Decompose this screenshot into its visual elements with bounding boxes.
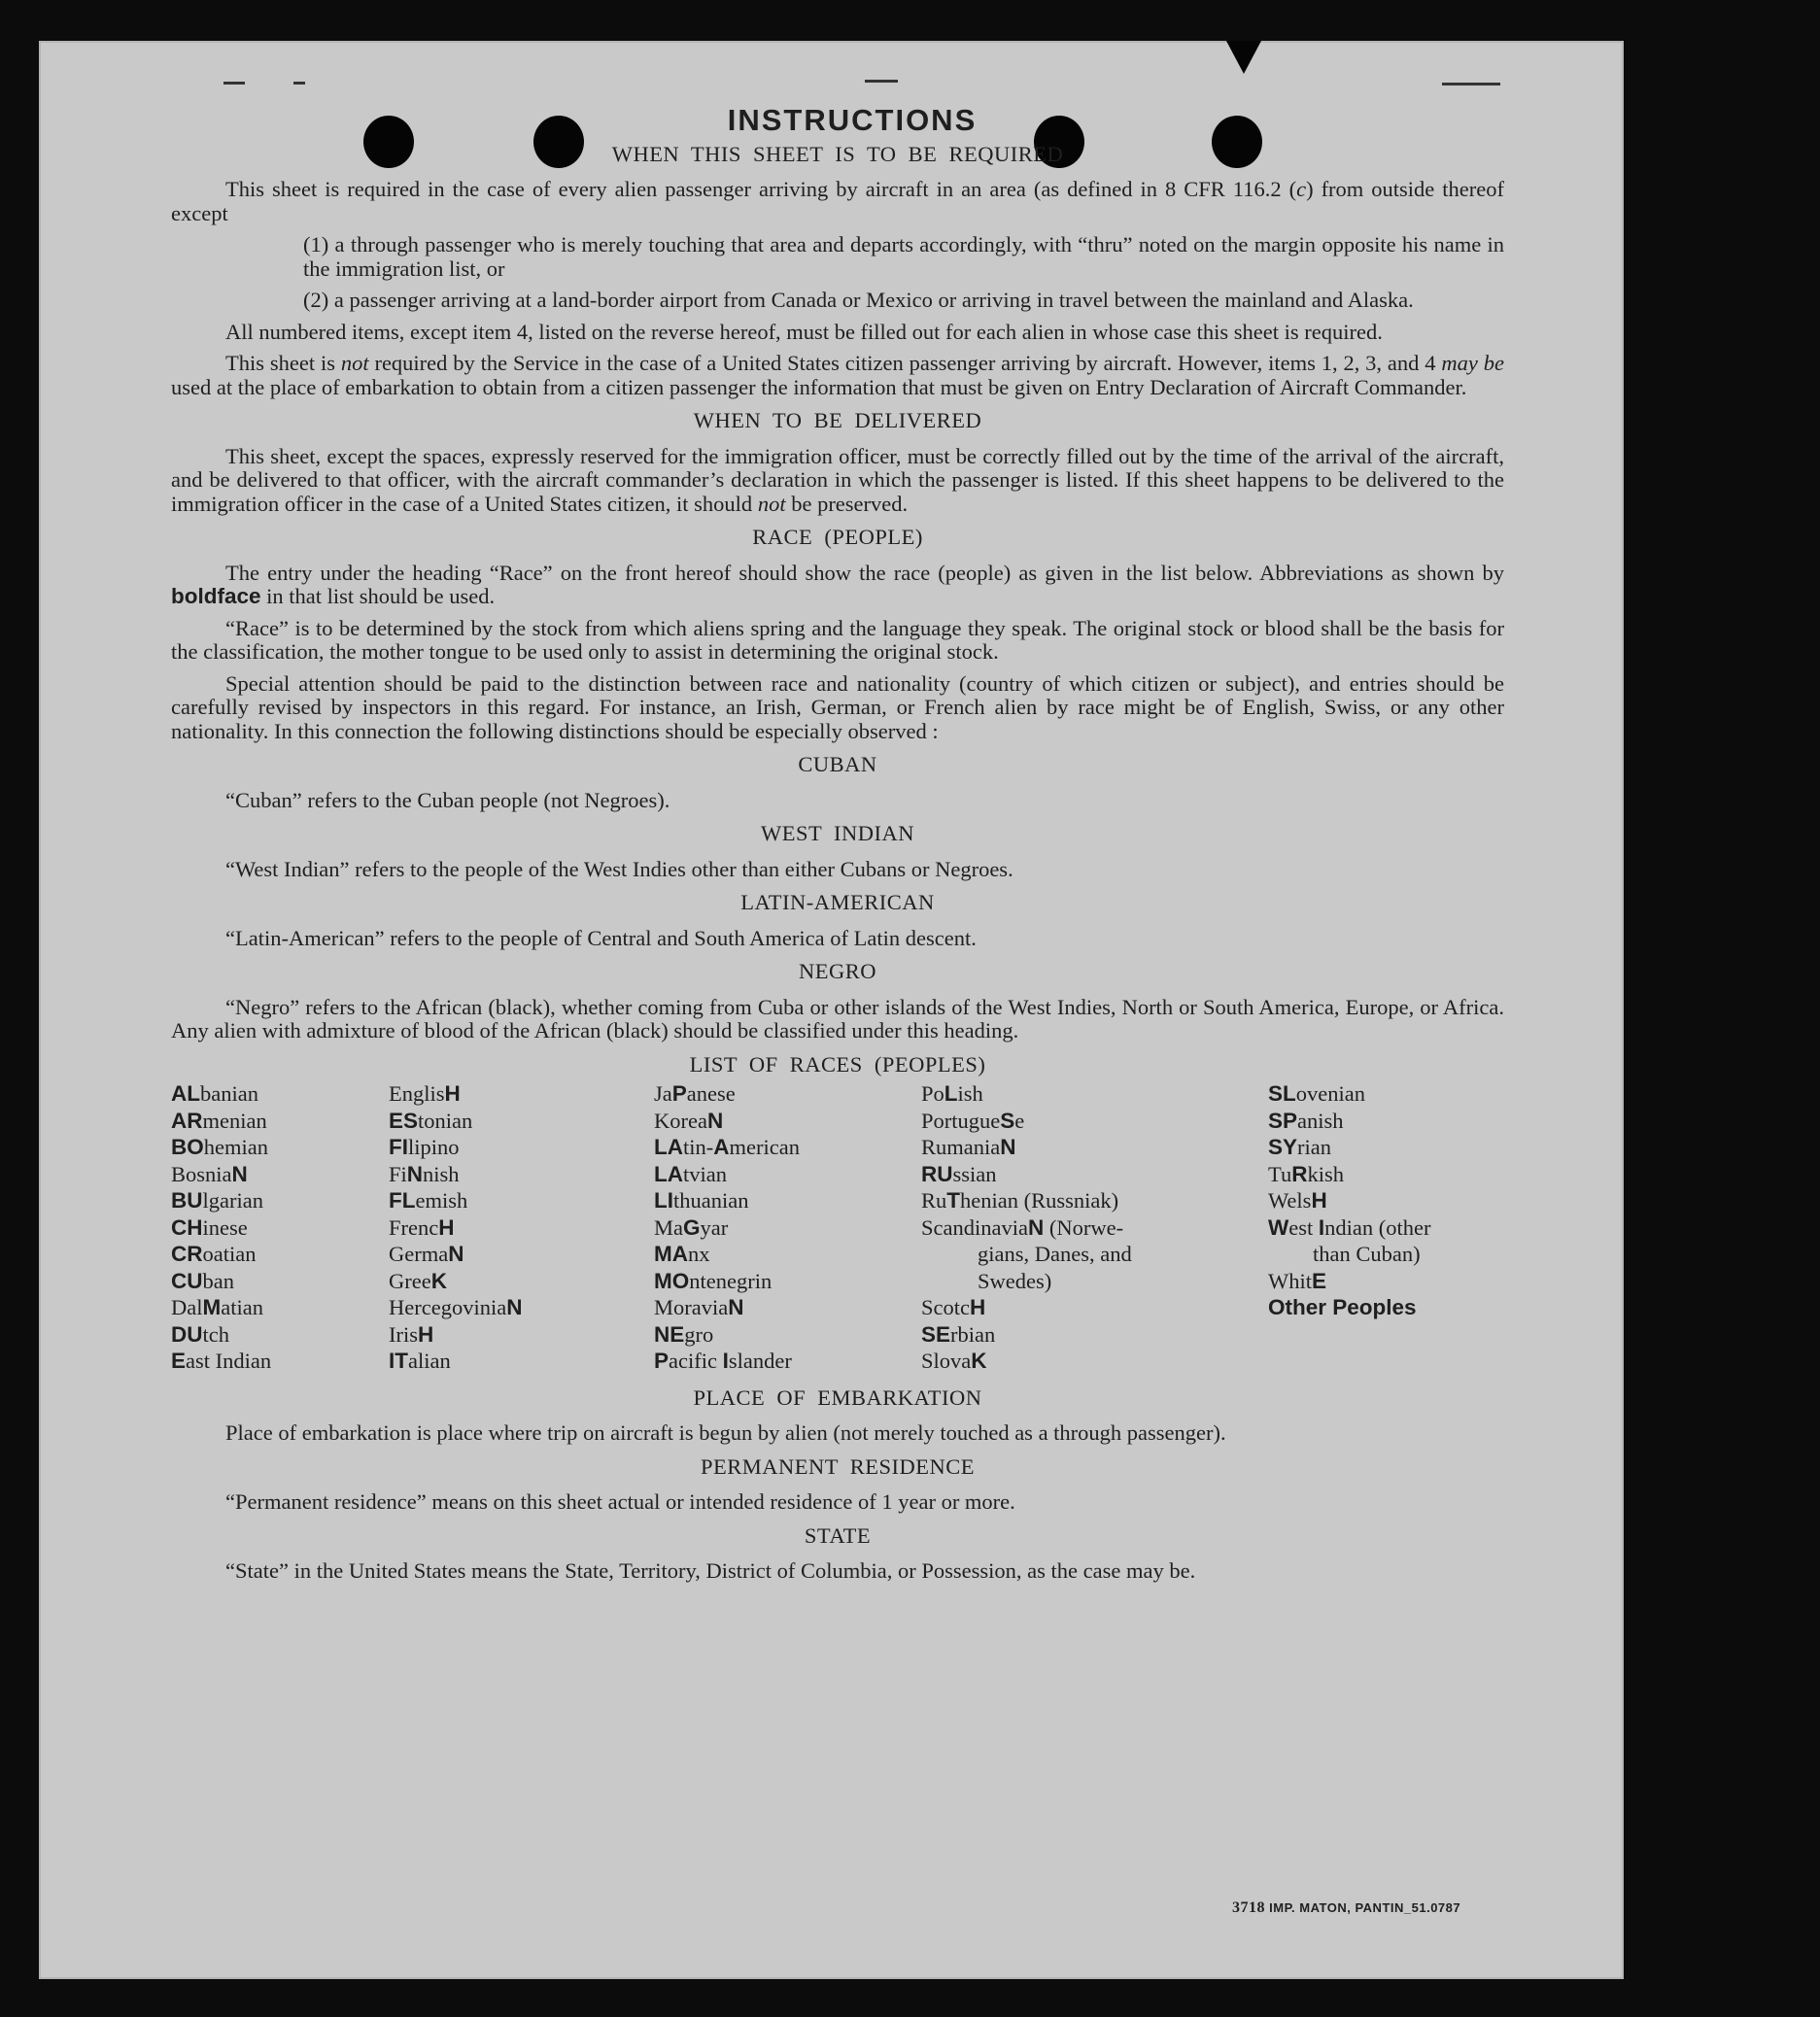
paragraph: “Latin-American” refers to the people of Central and South America of Latin descent.	[225, 925, 977, 950]
paragraph: “Permanent residence” means on this sheet actual or intended residence of 1 year or more.	[225, 1489, 1015, 1514]
race-column	[921, 1080, 1268, 1375]
race-entry: ITalian	[389, 1349, 451, 1373]
race-entry: PoLish	[921, 1081, 983, 1106]
paragraph: All numbered items, except item 4, listed on the reverse hereof, must be filled out for each alien in whose case this sheet is required.	[225, 319, 1383, 344]
race-entry: EStonian	[389, 1108, 473, 1133]
section-heading-list-of-races: LIST OF RACES (PEOPLES)	[689, 1051, 986, 1077]
race-entry: LIthuanian	[654, 1188, 749, 1213]
exception-item-1: (1) a through passenger who is merely touching that area and departs accordingly, with “thru” noted on the margin opposite his name in the immigration list, or	[303, 232, 1504, 281]
instructions-content	[171, 103, 1504, 1591]
race-entry: SPanish	[1268, 1108, 1344, 1133]
race-entry: Pacific Islander	[654, 1349, 792, 1373]
race-entry: CHinese	[171, 1214, 248, 1240]
race-entry: DalMatian	[171, 1295, 263, 1319]
race-entry: WelsH	[1268, 1188, 1327, 1213]
race-entry: BosniaN	[171, 1161, 248, 1186]
race-entry: LAtin-American	[654, 1135, 800, 1159]
race-entry: ALbanian	[171, 1081, 258, 1106]
race-entry: BUlgarian	[171, 1188, 263, 1213]
race-entry: JaPanese	[654, 1081, 736, 1106]
race-entry: East Indian	[171, 1349, 272, 1373]
race-entry: Other Peoples	[1268, 1295, 1417, 1319]
paragraph: “State” in the United States means the State, Territory, District of Columbia, or Possession, as the case may be.	[225, 1558, 1196, 1583]
speck-mark	[1442, 83, 1500, 85]
paragraph: “West Indian” refers to the people of the West Indies other than either Cubans or Negroes.	[225, 856, 1013, 881]
section-heading-negro: NEGRO	[799, 959, 876, 983]
race-entry: BOhemian	[171, 1135, 268, 1159]
paragraph: This sheet is not required by the Service in the case of a United States citizen passenger arriving by aircraft. However, items 1, 2, 3, and 4 may be used at the place of embarkation to obtain from a citizen passenger the information that must be given on Entry Declaration of Aircraft Commander.	[171, 351, 1504, 399]
page-title: INSTRUCTIONS	[727, 103, 978, 137]
speck-mark	[293, 82, 305, 85]
race-entry: FIlipino	[389, 1135, 460, 1159]
paragraph: “Race” is to be determined by the stock from which aliens spring and the language they speak. The original stock or blood shall be the basis for the classification, the mother tongue to be used only to assist in determining the original stock.	[171, 615, 1504, 664]
race-entry: PortugueSe	[921, 1108, 1025, 1133]
section-heading-west-indian: WEST INDIAN	[761, 821, 914, 845]
race-entry: IrisH	[389, 1321, 434, 1347]
race-entry: MAnx	[654, 1242, 710, 1266]
paragraph: This sheet, except the spaces, expressly reserved for the immigration officer, must be correctly filled out by the time of the arrival of the aircraft, and be delivered to that officer, with the aircraft commander’s declaration in which the passenger is listed. If this sheet happens to be delivered to the immigration officer in the case of a United States citizen, it should not be preserved.	[171, 443, 1504, 516]
form-number: 3718	[1232, 1899, 1265, 1916]
section-heading-residence: PERMANENT RESIDENCE	[701, 1453, 975, 1479]
race-entry: MoraviaN	[654, 1295, 744, 1319]
race-entry: WhitE	[1268, 1268, 1327, 1293]
race-entry: SLovenian	[1268, 1081, 1365, 1106]
race-entry: FrencH	[389, 1214, 455, 1240]
race-list	[171, 1080, 1504, 1375]
race-column	[389, 1080, 654, 1375]
paragraph: This sheet is required in the case of every alien passenger arriving by aircraft in an area (as defined in 8 CFR 116.2 (c) from outside thereof except	[171, 177, 1504, 225]
race-entry: MOntenegrin	[654, 1268, 773, 1293]
race-column	[1268, 1080, 1504, 1375]
race-entry: CUban	[171, 1268, 234, 1293]
paper-tab-mark	[1226, 41, 1261, 74]
race-entry: TuRkish	[1268, 1161, 1344, 1186]
paragraph: “Negro” refers to the African (black), whether coming from Cuba or other islands of the West Indies, North or South America, Europe, or Africa. Any alien with admixture of blood of the African (black) should be classified under this heading.	[171, 994, 1504, 1043]
speck-mark	[223, 82, 245, 85]
race-column	[654, 1080, 921, 1375]
race-column	[171, 1080, 389, 1375]
section-heading-embarkation: PLACE OF EMBARKATION	[693, 1385, 982, 1410]
section-heading-delivered: WHEN TO BE DELIVERED	[693, 408, 982, 432]
printer-footer	[1232, 1899, 1460, 1917]
race-entry: GermaN	[389, 1242, 464, 1266]
race-entry: NEgro	[654, 1321, 714, 1347]
race-entry: SErbian	[921, 1321, 996, 1347]
race-entry: SlovaK	[921, 1349, 987, 1373]
race-entry: ScandinaviaN (Norwe-	[921, 1214, 1124, 1240]
race-entry: RuThenian (Russniak)	[921, 1188, 1119, 1213]
race-entry: HercegoviniaN	[389, 1295, 523, 1319]
section-heading-required: WHEN THIS SHEET IS TO BE REQUIRED	[611, 141, 1064, 166]
section-heading-race: RACE (PEOPLE)	[752, 525, 923, 549]
race-entry: SYrian	[1268, 1135, 1331, 1159]
race-entry: DUtch	[171, 1321, 229, 1347]
section-heading-state: STATE	[804, 1522, 872, 1548]
race-entry: LAtvian	[654, 1161, 727, 1186]
section-heading-latin-american: LATIN-AMERICAN	[740, 890, 935, 914]
race-entry: ARmenian	[171, 1108, 267, 1133]
race-entry: RumaniaN	[921, 1135, 1016, 1159]
paragraph: Special attention should be paid to the distinction between race and nationality (country of which citizen or subject), and entries should be carefully revised by inspectors in this regard. For instance, an Irish, German, or French alien by race might be of English, Swiss, or any other nationality. In this connection the following distinctions should be especially observed :	[171, 670, 1504, 743]
paragraph: “Cuban” refers to the Cuban people (not Negroes).	[225, 787, 670, 812]
race-entry: than Cuban)	[1313, 1242, 1421, 1266]
race-entry: FiNnish	[389, 1161, 460, 1186]
race-entry: CRoatian	[171, 1242, 257, 1266]
race-entry: GreeK	[389, 1268, 447, 1293]
race-entry: MaGyar	[654, 1214, 729, 1240]
exception-item-2: (2) a passenger arriving at a land-border airport from Canada or Mexico or arriving in travel between the mainland and Alaska.	[303, 288, 1414, 312]
paragraph: The entry under the heading “Race” on the front hereof should show the race (people) as given in the list below. Abbreviations as shown by boldface in that list should be used.	[171, 560, 1504, 608]
section-heading-cuban: CUBAN	[798, 752, 877, 776]
printer-imprint: IMP. MATON, PANTIN_51.0787	[1269, 1900, 1461, 1915]
race-entry: gians, Danes, and	[978, 1242, 1132, 1266]
race-entry: FLemish	[389, 1188, 468, 1213]
race-entry: RUssian	[921, 1161, 997, 1186]
race-entry: KoreaN	[654, 1108, 724, 1133]
paragraph: Place of embarkation is place where trip on aircraft is begun by alien (not merely touched as a through passenger).	[225, 1420, 1226, 1445]
race-entry: Swedes)	[978, 1268, 1052, 1293]
race-entry: EnglisH	[389, 1081, 461, 1106]
race-entry: ScotcH	[921, 1295, 986, 1319]
race-entry: West Indian (other	[1268, 1214, 1431, 1240]
speck-mark	[865, 80, 898, 83]
